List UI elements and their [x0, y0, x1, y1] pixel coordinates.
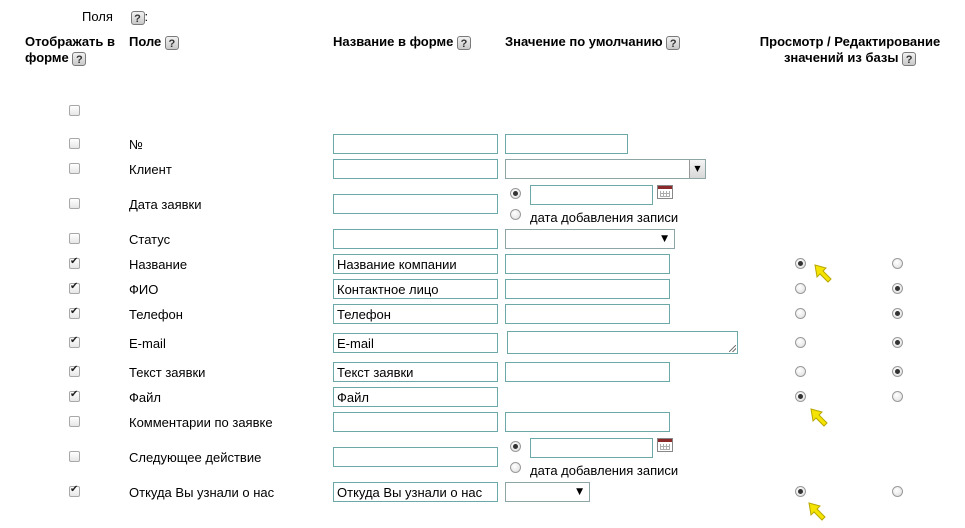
help-icon[interactable]: ? — [131, 11, 145, 25]
header-field-label: Поле — [129, 34, 162, 49]
form-name-input[interactable]: Название компании — [333, 254, 498, 274]
chevron-down-icon: ▼ — [661, 234, 668, 244]
date-added-radio[interactable] — [510, 209, 521, 220]
field-label: E-mail — [129, 336, 166, 351]
form-name-input[interactable]: Откуда Вы узнали о нас — [333, 482, 498, 502]
row-checkbox[interactable] — [69, 451, 80, 462]
field-label: Дата заявки — [129, 197, 202, 212]
edit-radio[interactable] — [892, 283, 903, 294]
field-label: Клиент — [129, 162, 172, 177]
default-value-input[interactable] — [505, 134, 628, 154]
date-fixed-radio[interactable] — [510, 188, 521, 199]
chevron-down-icon: ▼ — [689, 160, 705, 178]
default-value-input[interactable] — [505, 412, 670, 432]
row-checkbox[interactable] — [69, 486, 80, 497]
row-checkbox[interactable] — [69, 391, 80, 402]
default-value-select[interactable] — [505, 482, 590, 502]
pointer-arrow-icon — [806, 500, 828, 522]
row-checkbox[interactable] — [69, 233, 80, 244]
form-name-input[interactable]: Текст заявки — [333, 362, 498, 382]
header-show — [25, 34, 125, 66]
form-name-input[interactable] — [333, 229, 498, 249]
help-icon[interactable]: ? — [457, 36, 471, 50]
view-radio[interactable] — [795, 337, 806, 348]
date-added-label: дата добавления записи — [530, 210, 679, 225]
row-checkbox[interactable] — [69, 163, 80, 174]
default-value-input[interactable] — [505, 279, 670, 299]
header-view-edit-line2: значений из базы — [783, 50, 899, 65]
date-added-label: дата добавления записи — [530, 463, 679, 478]
default-value-input[interactable] — [505, 362, 670, 382]
field-label: ФИО — [129, 282, 159, 297]
field-label: Файл — [129, 390, 161, 405]
field-label: Телефон — [129, 307, 183, 322]
header-field — [129, 34, 179, 50]
header-form-name — [333, 34, 471, 50]
field-label: Статус — [129, 232, 171, 247]
view-radio[interactable] — [795, 486, 806, 497]
resize-handle-icon[interactable] — [729, 345, 736, 352]
row-checkbox[interactable] — [69, 308, 80, 319]
fields-label-row — [82, 9, 148, 25]
date-added-radio[interactable] — [510, 462, 521, 473]
default-value-select[interactable] — [505, 229, 675, 249]
default-value-select[interactable] — [505, 159, 706, 179]
edit-radio[interactable] — [892, 337, 903, 348]
row-checkbox[interactable] — [69, 138, 80, 149]
edit-radio[interactable] — [892, 366, 903, 377]
help-icon[interactable]: ? — [72, 52, 86, 66]
header-default — [505, 34, 680, 50]
field-label: Комментарии по заявке — [129, 415, 273, 430]
header-view-edit — [750, 34, 950, 66]
row-checkbox[interactable] — [69, 198, 80, 209]
date-input[interactable] — [530, 438, 653, 458]
calendar-icon[interactable] — [657, 185, 673, 199]
view-radio[interactable] — [795, 366, 806, 377]
form-name-input[interactable] — [333, 134, 498, 154]
row-checkbox[interactable] — [69, 283, 80, 294]
form-name-input[interactable]: Файл — [333, 387, 498, 407]
field-label: Откуда Вы узнали о нас — [129, 485, 275, 500]
edit-radio[interactable] — [892, 308, 903, 319]
form-name-input[interactable] — [333, 194, 498, 214]
form-name-input[interactable]: E-mail — [333, 333, 498, 353]
field-label: Название — [129, 257, 188, 272]
view-radio[interactable] — [795, 283, 806, 294]
pointer-arrow-icon — [812, 262, 834, 284]
row-checkbox[interactable] — [69, 366, 80, 377]
field-label: Следующее действие — [129, 450, 262, 465]
row-checkbox[interactable] — [69, 337, 80, 348]
edit-radio[interactable] — [892, 258, 903, 269]
edit-radio[interactable] — [892, 391, 903, 402]
form-name-input[interactable] — [333, 447, 498, 467]
fields-label: Поля — [82, 9, 113, 24]
help-icon[interactable]: ? — [666, 36, 680, 50]
calendar-icon[interactable] — [657, 438, 673, 452]
view-radio[interactable] — [795, 308, 806, 319]
field-label: Текст заявки — [129, 365, 206, 380]
header-show-label: Отображать в форме — [25, 34, 116, 65]
chevron-down-icon: ▼ — [576, 487, 583, 497]
form-name-input[interactable] — [333, 412, 498, 432]
form-name-input[interactable] — [333, 159, 498, 179]
pointer-arrow-icon — [808, 406, 830, 428]
help-icon[interactable]: ? — [902, 52, 916, 66]
row-checkbox[interactable] — [69, 416, 80, 427]
view-radio[interactable] — [795, 258, 806, 269]
select-all-checkbox[interactable] — [69, 105, 80, 116]
default-value-input[interactable] — [505, 254, 670, 274]
header-form-name-label: Название в форме — [333, 34, 454, 49]
default-value-textarea[interactable] — [507, 331, 738, 354]
help-icon[interactable]: ? — [165, 36, 179, 50]
edit-radio[interactable] — [892, 486, 903, 497]
field-label: № — [129, 137, 143, 152]
fields-colon: : — [144, 9, 149, 24]
row-checkbox[interactable] — [69, 258, 80, 269]
date-input[interactable] — [530, 185, 653, 205]
header-view-edit-line1: Просмотр / Редактирование — [759, 34, 941, 49]
date-fixed-radio[interactable] — [510, 441, 521, 452]
default-value-input[interactable] — [505, 304, 670, 324]
header-default-label: Значение по умолчанию — [505, 34, 663, 49]
form-name-input[interactable]: Телефон — [333, 304, 498, 324]
form-name-input[interactable]: Контактное лицо — [333, 279, 498, 299]
view-radio[interactable] — [795, 391, 806, 402]
